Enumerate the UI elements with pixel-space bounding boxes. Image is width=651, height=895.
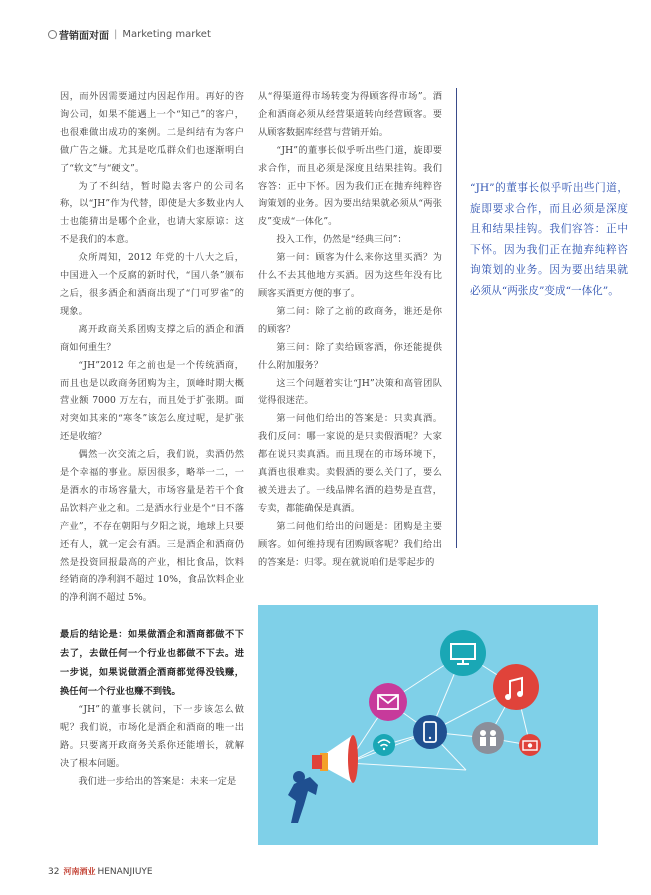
section-title: 营销面对面 — [59, 30, 109, 42]
mail-icon — [369, 683, 407, 721]
illustration-svg — [258, 605, 598, 845]
section-title-en: Marketing market — [122, 28, 211, 40]
marketing-illustration — [258, 605, 598, 845]
phone-icon — [413, 715, 447, 749]
paragraph: 偶然一次交流之后，我们说，卖酒仍然是个幸福的事业。原因很多，略举一二，一是酒水的市场容量大，市场容量是若干个食品饮料产业之和。二是酒水行业是个“日不落产业”，不存在朝阳与夕阳之说，地球上只要还有人，就一定会有酒。三是酒企和酒商仍然是投资回报最高的产业，相比食品，饮料经销商的净利润不超过 10%，食品饮料企业的净利润不超过 5%。 — [60, 449, 244, 604]
page-header — [48, 24, 608, 44]
paragraph: 第三问：除了卖给顾客酒，你还能提供什么附加服务？ — [258, 341, 442, 371]
magazine-name-cn: 河南酒业 — [63, 867, 96, 876]
circle-icon — [48, 30, 57, 39]
camera-icon — [519, 734, 541, 756]
paragraph: 第二问他们给出的问题是：团购是主要顾客。如何维持现有团购顾客呢？我们给出的答案是：归零。现在就说咱们是零起步的 — [258, 520, 442, 568]
header-divider: | — [114, 28, 118, 40]
magazine-name-en: HENANJIUYE — [97, 866, 153, 877]
page-number: 32 — [48, 866, 60, 877]
paragraph: 第一问他们给出的答案是：只卖真酒。我们反问：哪一家说的是只卖假酒呢？大家都在说只卖真酒。而且现在的市场环境下，真酒也很难卖。卖假酒的要么关门了，要么被关进去了。一线品牌名酒的趋势是直营，专卖，都能确保是真酒。 — [258, 413, 442, 514]
conclusion-paragraph: 最后的结论是：如果做酒企和酒商都做不下去了，去做任何一个行业也都做不下去。进一步说，如果说做酒企酒商都觉得没钱赚，换任何一个行业也赚不到钱。 — [60, 629, 244, 698]
paragraph: 众所周知，2012 年党的十八大之后，中国进入一个反腐的新时代，“国八条”颁布之后，很多酒企和酒商出现了“门可罗雀”的现象。 — [60, 252, 244, 317]
megaphone-icon — [288, 735, 358, 823]
page-footer — [48, 866, 153, 877]
paragraph: 第一问：顾客为什么来你这里买酒？为什么不去其他地方买酒。因为这些年没有比顾客买酒更方便的事了。 — [258, 252, 442, 299]
paragraph: 投入工作，仍然是“经典三问”： — [276, 234, 407, 246]
article-column-left — [60, 88, 244, 791]
paragraph: “JH”2012 年之前也是一个传统酒商，而且也是以政商务团购为主，顶峰时期大概营业额 7000 万左右，而且处于扩张期。面对突如其来的“寒冬”该怎么度过呢，是扩张还是收缩？ — [60, 359, 244, 443]
pullquote-rule — [456, 88, 457, 548]
pullquote: “JH”的董事长似乎听出些门道，旋即要求合作，而且必须是深度且和结果挂钩。我们容答：正中下怀。因为我们正在抛弃纯粹咨询策划的业务。因为要出结果就必须从“两张皮”变成“一体化”。 — [470, 182, 628, 297]
paragraph: 离开政商关系团购支撑之后的酒企和酒商如何重生？ — [60, 323, 244, 353]
paragraph: 这三个问题着实让“JH”决策和高管团队觉得很迷茫。 — [258, 377, 442, 407]
tv-icon — [440, 630, 486, 676]
people-icon — [472, 722, 504, 754]
paragraph: 我们进一步给出的答案是：未来一定是 — [78, 775, 237, 787]
paragraph: 为了不纠结，暂时隐去客户的公司名称，以“JH”作为代替，即使是大多数业内人士也能猜出是哪个企业，也请大家原谅：这不是我们的本意。 — [60, 180, 244, 246]
music-note-icon — [493, 664, 539, 710]
paragraph: 因，而外因需要通过内因起作用。再好的咨询公司，如果不能遇上一个“知己”的客户，也很难做出成功的案例。二是纠结有为客户做广告之嫌。尤其是吃瓜群众们也逐渐明白了“软文”与“硬文”。 — [60, 91, 244, 174]
paragraph: 从“得渠道得市场转变为得顾客得市场”。酒企和酒商必须从经营渠道转向经营顾客。要从顾客数据库经营与营销开始。 — [258, 91, 442, 138]
paragraph: “JH”的董事长似乎听出些门道，旋即要求合作，而且必须是深度且结果挂钩。我们容答：正中下怀。因为我们正在抛弃纯粹咨询策划的业务。因为要出结果就必须从“两张皮”变成“一体化”。 — [258, 144, 442, 228]
paragraph: “JH”的董事长就问，下一步该怎么做呢？我们说，市场化是酒企和酒商的唯一出路。只要离开政商务关系你还能增长，就解决了根本问题。 — [60, 704, 244, 769]
paragraph: 第二问：除了之前的政商务，谁还是你的顾客？ — [258, 305, 442, 335]
wifi-icon — [373, 734, 395, 756]
article-column-right — [258, 88, 442, 571]
